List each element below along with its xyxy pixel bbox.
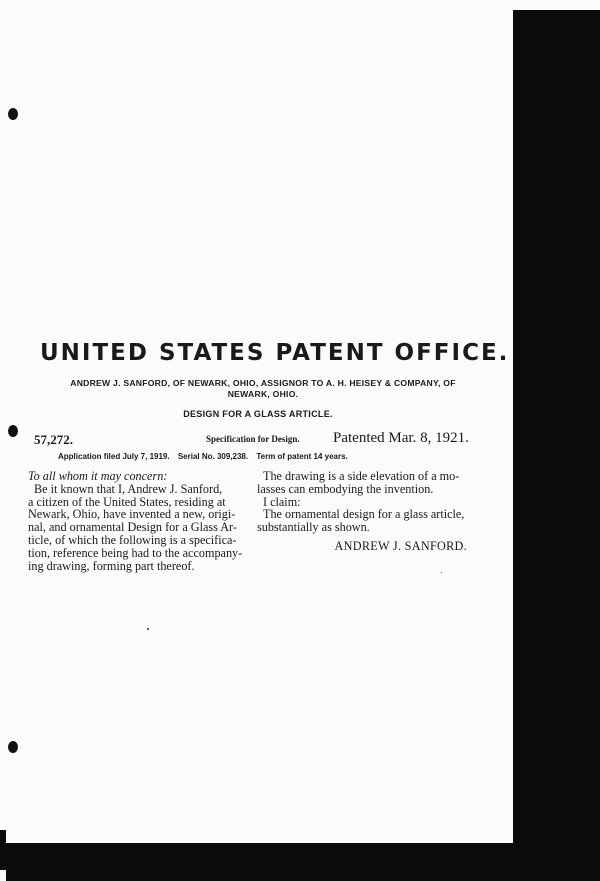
patent-number: 57,272. xyxy=(34,432,73,447)
scan-speck xyxy=(147,628,149,630)
body-line: lasses can embodying the invention. xyxy=(257,481,434,496)
claim-text: substantially as shown. xyxy=(257,520,370,535)
patented-date: Patented Mar. 8, 1921. xyxy=(333,430,469,446)
punch-hole-bottom xyxy=(8,741,18,753)
claim-text: The ornamental design for a glass article, xyxy=(263,507,465,522)
body-line: tion, reference being had to the accompany- xyxy=(28,545,243,560)
patent-term: Term of patent 14 years. xyxy=(256,452,348,461)
left-column xyxy=(28,470,252,572)
inventor-signature: ANDREW J. SANFORD. xyxy=(334,538,467,553)
serial-number: Serial No. 309,238. xyxy=(177,452,249,461)
scan-border-right xyxy=(513,10,600,881)
scan-border-left xyxy=(0,830,6,870)
inventor-line-1: ANDREW J. SANFORD, OF NEWARK, OHIO, ASSIGNOR TO A. H. HEISEY & COMPANY, OF xyxy=(70,378,456,388)
punch-hole-middle xyxy=(8,425,18,437)
design-title: DESIGN FOR A GLASS ARTICLE. xyxy=(183,409,333,419)
body-line: ing drawing, forming part thereof. xyxy=(28,558,195,573)
filed-date: Application filed July 7, 1919. xyxy=(58,452,170,461)
right-column xyxy=(257,470,479,553)
punch-hole-top xyxy=(8,108,18,120)
body-line: Newark, Ohio, have invented a new, origi- xyxy=(28,507,236,522)
body-line: The drawing is a side elevation of a mo- xyxy=(263,469,460,483)
body-line: ticle, of which the following is a specifica- xyxy=(28,532,237,547)
salutation: To all whom it may concern: xyxy=(28,469,168,483)
body-line: Be it known that I, Andrew J. Sanford, xyxy=(34,481,223,496)
specification-label: Specification for Design. xyxy=(206,434,300,444)
body-line: a citizen of the United States, residing at xyxy=(28,494,226,509)
inventor-assignment xyxy=(22,378,504,400)
scan-border-bottom xyxy=(6,843,600,881)
body-line: nal, and ornamental Design for a Glass Ar- xyxy=(28,520,237,535)
office-heading: UNITED STATES PATENT OFFICE. xyxy=(40,340,510,366)
claim-heading: I claim: xyxy=(263,494,301,509)
filing-info xyxy=(58,452,518,461)
inventor-line-2: NEWARK, OHIO. xyxy=(227,389,299,399)
scan-speck xyxy=(441,572,442,573)
